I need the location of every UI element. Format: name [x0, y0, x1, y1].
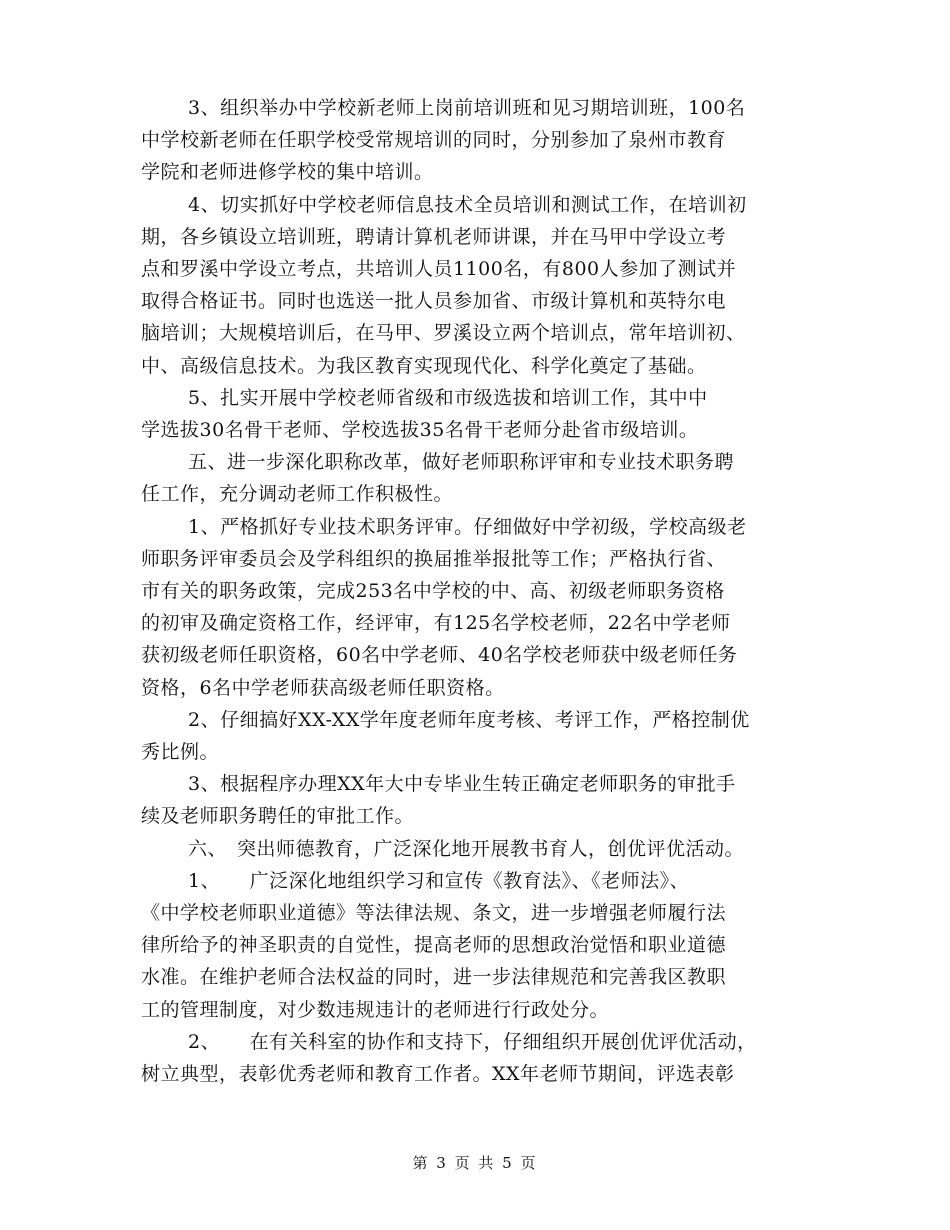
text-line: 4、切实抓好中学校老师信息技术全员培训和测试工作，在培训初: [188, 193, 747, 216]
text-line: 资格，6名中学老师获高级老师任职资格。: [141, 676, 505, 699]
text-line: 的初审及确定资格工作，经评审，有125名学校老师，22名中学老师: [141, 612, 731, 635]
text-line: 律所给予的神圣职责的自觉性，提高老师的思想政治觉悟和职业道德: [141, 934, 727, 957]
text-line: 师职务评审委员会及学科组织的换届推举报批等工作；严格执行省、: [141, 547, 727, 570]
text-line: 1、严格抓好专业技术职务评审。仔细做好中学初级，学校高级老: [188, 515, 747, 538]
text-line: 六、 突出师德教育，广泛深化地开展教书育人，创优评优活动。: [188, 837, 745, 860]
text-line: 脑培训；大规模培训后，在马甲、罗溪设立两个培训点，常年培训初、: [141, 322, 746, 345]
text-line: 中学校新老师在任职学校受常规培训的同时，分别参加了泉州市教育: [141, 129, 727, 152]
text-line: 1、 广泛深化地组织学习和宣传《教育法》、《老师法》、: [188, 869, 690, 892]
text-line: 3、组织举办中学校新老师上岗前培训班和见习期培训班，100名: [188, 97, 746, 119]
text-line: 获初级老师任职资格，60名中学老师、40名学校老师获中级老师任务: [141, 644, 738, 667]
text-line: 取得合格证书。同时也选送一批人员参加省、市级计算机和英特尔电: [141, 290, 727, 313]
text-line: 2、 在有关科室的协作和支持下，仔细组织开展创优评优活动，: [188, 1030, 757, 1053]
text-line: 五、进一步深化职称改革，做好老师职称评审和专业技术职务聘: [188, 451, 735, 474]
text-line: 《中学校老师职业道德》等法律法规、条文，进一步增强老师履行法: [141, 902, 727, 924]
text-line: 3、根据程序办理XX年大中专毕业生转正确定老师职务的审批手: [188, 773, 736, 796]
text-line: 期，各乡镇设立培训班，聘请计算机老师讲课，并在马甲中学设立考: [141, 225, 727, 248]
text-line: 点和罗溪中学设立考点，共培训人员1100名，有800人参加了测试并: [141, 258, 737, 280]
text-line: 工的管理制度，对少数违规违计的老师进行行政处分。: [141, 998, 610, 1021]
text-line: 市有关的职务政策，完成253名中学校的中、高、初级老师职务资格: [141, 580, 725, 602]
text-line: 任工作，充分调动老师工作积极性。: [141, 483, 454, 506]
text-line: 秀比例。: [141, 741, 220, 763]
text-line: 树立典型，表彰优秀老师和教育工作者。XX年老师节期间，评选表彰: [141, 1063, 735, 1085]
page-footer: 第 3 页 共 5 页: [412, 1154, 538, 1172]
text-line: 学选拔30名骨干老师、学校选拔35名骨干老师分赴省市级培训。: [141, 419, 699, 441]
text-line: 2、仔细搞好XX-XX学年度老师年度考核、考评工作，严格控制优: [188, 708, 750, 731]
text-line: 学院和老师进修学校的集中培训。: [141, 161, 434, 184]
text-line: 续及老师职务聘任的审批工作。: [141, 805, 415, 828]
text-line: 水准。在维护老师合法权益的同时，进一步法律规范和完善我区教职: [141, 966, 727, 989]
text-line: 中、高级信息技术。为我区教育实现现代化、科学化奠定了基础。: [141, 354, 707, 377]
text-line: 5、扎实开展中学校老师省级和市级选拔和培训工作，其中中: [188, 386, 708, 409]
